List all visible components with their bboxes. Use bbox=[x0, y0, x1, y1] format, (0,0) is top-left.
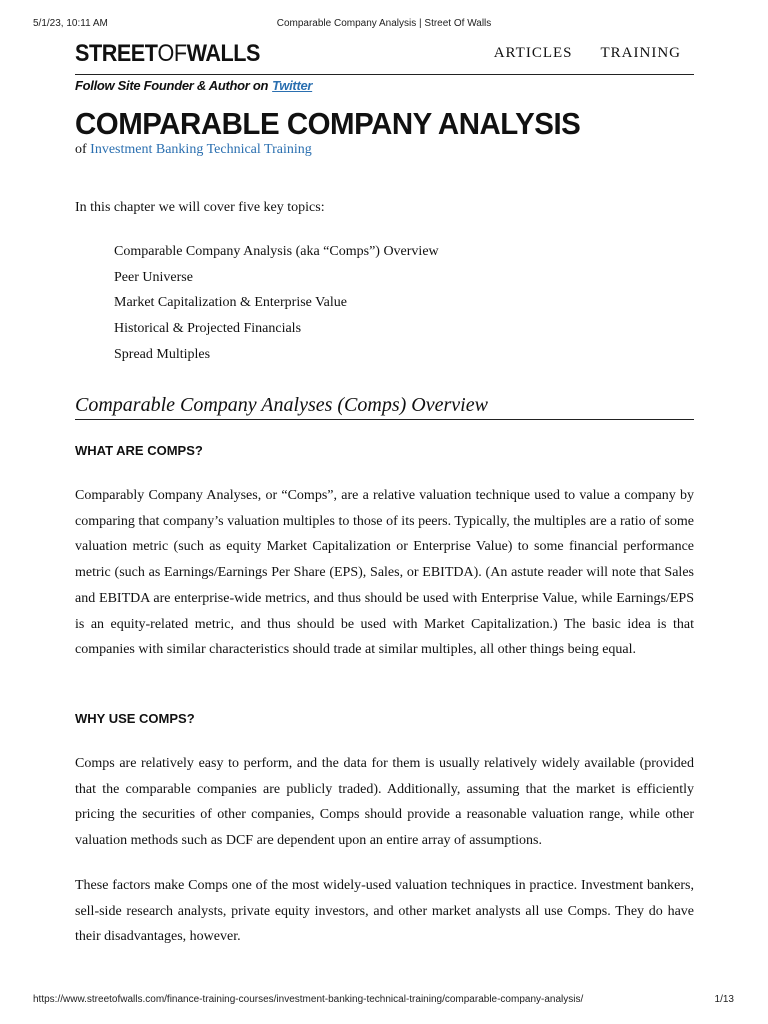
topics-list bbox=[114, 243, 439, 371]
print-datetime: 5/1/23, 10:11 AM bbox=[33, 18, 108, 29]
what-are-comps-paragraph: Comparably Company Analyses, or “Comps”, are a relative valuation technique used to value a company by comparing that company’s valuation multiples to those of its peers. Typically, the multiples are a ratio of some valuation metric (such as equity Market Capitalization or Enterprise Value) to some financial performance metric (such as Earnings/Earnings Per Share (EPS), Sales, or EBITDA). (An astute reader will note that Sales and EBITDA are enterprise-wide metrics, and thus should be used with Enterprise Value, while Earnings/EPS is an equity-related metric, and thus should be used with Market Capitalization.) The basic idea is that companies with similar characteristics should trade at similar multiples, all other things being equal. bbox=[75, 488, 694, 658]
topic-item: Comparable Company Analysis (aka “Comps”) Overview bbox=[114, 244, 439, 259]
nav-articles[interactable]: ARTICLES bbox=[493, 45, 573, 61]
print-page-number: 1/13 bbox=[714, 994, 734, 1005]
main-nav bbox=[470, 44, 681, 62]
subtitle-prefix: of bbox=[75, 142, 87, 157]
subtitle bbox=[75, 142, 312, 158]
section-heading: Comparable Company Analyses (Comps) Overview bbox=[75, 394, 694, 420]
topic-item: Historical & Projected Financials bbox=[114, 321, 302, 337]
topic-item: Spread Multiples bbox=[114, 346, 211, 362]
why-use-comps-paragraph-1: Comps are relatively easy to perform, and the data for them is usually relatively widely available (provided that the comparable companies are publicly traded). Additionally, assuming that the market is efficiently pricing the securities of other companies, Comps should provide a reasonable valuation range, while other valuation methods such as DCF are dependent upon an entire array of assumptions. bbox=[75, 756, 694, 849]
print-page-title: Comparable Company Analysis | Street Of Walls bbox=[276, 18, 492, 29]
topic-item: Market Capitalization & Enterprise Value bbox=[114, 295, 348, 311]
logo-walls: WALLS bbox=[186, 40, 260, 67]
follow-text: Follow Site Founder & Author on bbox=[75, 78, 269, 93]
why-use-comps-paragraph-2: These factors make Comps one of the most widely-used valuation techniques in practice. Investment bankers, sell-side research analysts, private equity investors, and other market analysts all use Comps. They do have their disadvantages, however. bbox=[75, 878, 694, 945]
why-use-comps-heading: WHY USE COMPS? bbox=[75, 711, 195, 726]
nav-training[interactable]: TRAINING bbox=[600, 45, 681, 61]
page-title: COMPARABLE COMPANY ANALYSIS bbox=[75, 106, 581, 141]
topic-item: Peer Universe bbox=[114, 269, 193, 285]
site-header bbox=[75, 40, 694, 75]
twitter-link[interactable]: Twitter bbox=[272, 78, 313, 93]
intro-text: In this chapter we will cover five key topics: bbox=[75, 200, 325, 215]
what-are-comps-heading: WHAT ARE COMPS? bbox=[75, 443, 203, 458]
logo-street: STREET bbox=[75, 40, 158, 67]
follow-author bbox=[75, 78, 312, 93]
course-link[interactable]: Investment Banking Technical Training bbox=[90, 142, 312, 157]
print-url: https://www.streetofwalls.com/finance-training-courses/investment-banking-technical-training/comparable-company-analysis/ bbox=[33, 994, 584, 1005]
logo-of: OF bbox=[157, 40, 187, 67]
site-logo[interactable] bbox=[75, 40, 260, 68]
